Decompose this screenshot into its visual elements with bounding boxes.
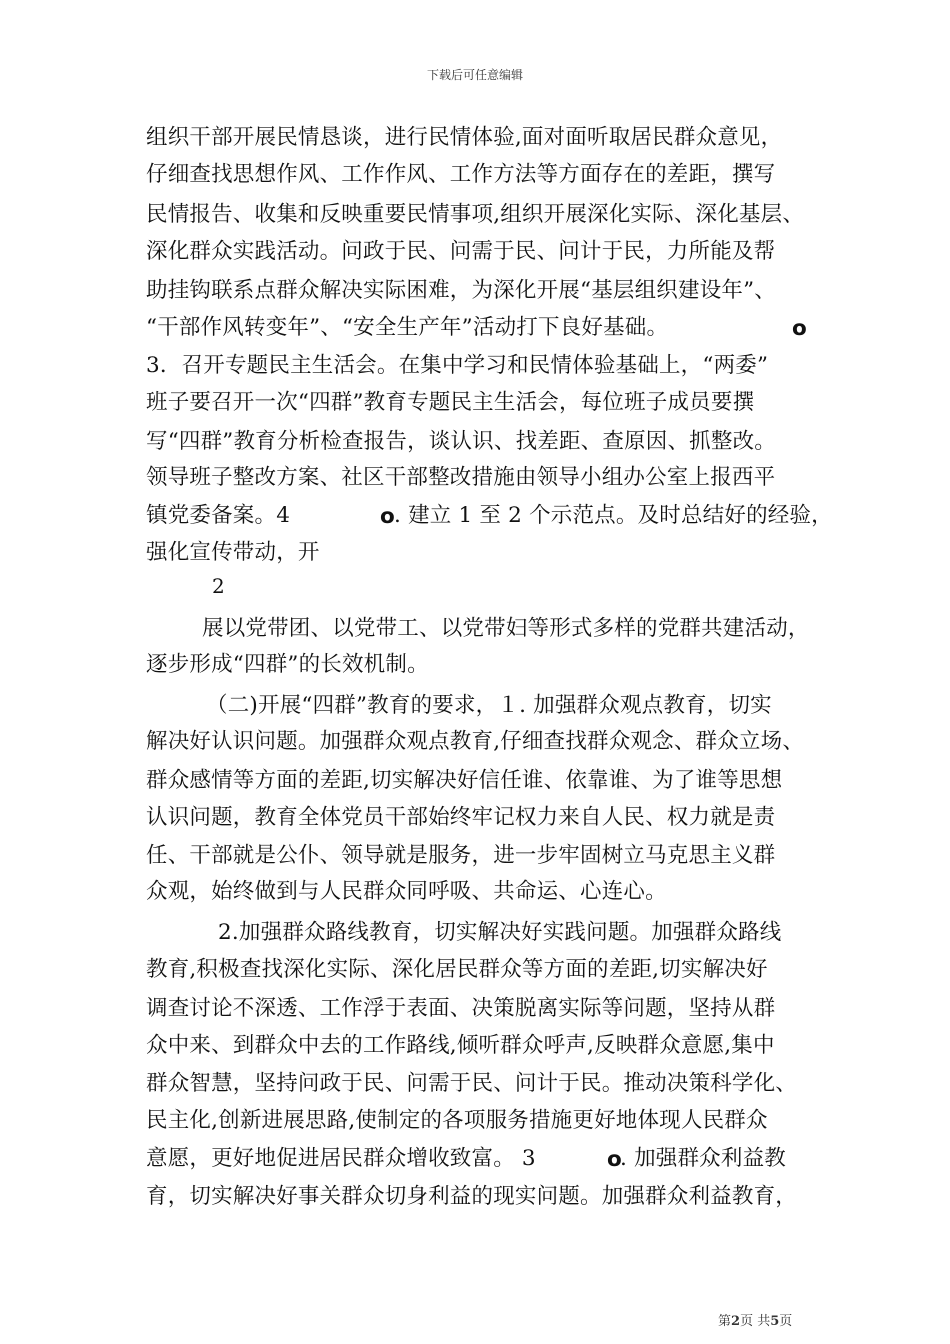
text-line: 班子要召开一次“四群”教育专题民主生活会，每位班子成员要撰 [146, 390, 755, 415]
text-line: 写“四群”教育分析检查报告，谈认识、找差距、查原因、抓整改。 [146, 429, 776, 454]
footer-middle: 页 共 [740, 1314, 771, 1329]
text-line: 解决好认识问题。加强群众观点教育,仔细查找群众观念、群众立场、 [146, 729, 805, 754]
text-line: 展以党带团、以党带工、以党带妇等形式多样的党群共建活动， [202, 616, 810, 641]
text-line: 逐步形成“四群”的长效机制。 [146, 652, 429, 677]
text-line: 意愿，更好地促进居民群众增收致富。 3 [146, 1146, 536, 1171]
stray-mark: o [607, 1147, 622, 1172]
text-line: . 加强群众利益教 [620, 1146, 786, 1171]
text-line: 群众智慧，坚持问政于民、问需于民、问计于民。推动决策科学化、 [146, 1071, 798, 1096]
text-line: 组织干部开展民情恳谈，进行民情体验,面对面听取居民群众意见， [146, 125, 783, 150]
text-line: 镇党委备案。4 [146, 503, 291, 528]
text-line: 教育,积极查找深化实际、深化居民群众等方面的差距,切实解决好 [146, 957, 768, 982]
page-footer [718, 1310, 792, 1329]
text-line: 助挂钩联系点群众解决实际困难，为深化开展“基层组织建设年”、 [146, 278, 776, 303]
text-line: 3．召开专题民主生活会。在集中学习和民情体验基础上，“两委” [146, 353, 769, 378]
text-line: 认识问题，教育全体党员干部始终牢记权力来自人民、权力就是责 [146, 805, 776, 830]
text-line: 育，切实解决好事关群众切身利益的现实问题。加强群众利益教育， [146, 1184, 798, 1209]
current-page: 2 [731, 1314, 741, 1329]
text-line: 众中来、到群众中去的工作路线,倾听群众呼声,反映群众意愿,集中 [146, 1033, 775, 1058]
text-line: 仔细查找思想作风、工作作风、工作方法等方面存在的差距，撰写 [146, 162, 776, 187]
stray-mark: o [792, 316, 807, 341]
text-line: 群众感情等方面的差距,切实解决好信任谁、依靠谁、为了谁等思想 [146, 768, 783, 793]
page-header: 下载后可任意编辑 [426, 68, 523, 82]
text-line: 众观，始终做到与人民群众同呼吸、共命运、心连心。 [146, 879, 667, 904]
text-line: 强化宣传带动，开 [146, 540, 320, 565]
text-line: 领导班子整改方案、社区干部整改措施由领导小组办公室上报西平 [146, 465, 776, 490]
page-number: 2 [212, 574, 225, 598]
footer-prefix: 第 [718, 1314, 732, 1329]
text-line: 民主化,创新进展思路,使制定的各项服务措施更好地体现人民群众 [146, 1108, 768, 1133]
text-line: 深化群众实践活动。问政于民、问需于民、问计于民，力所能及帮 [146, 239, 776, 264]
stray-mark: o [380, 504, 395, 529]
text-line: 2.加强群众路线教育，切实解决好实践问题。加强群众路线 [218, 920, 782, 945]
text-line: “干部作风转变年”、“安全生产年”活动打下良好基础。 [146, 315, 669, 340]
text-line: 民情报告、收集和反映重要民情事项,组织开展深化实际、深化基层、 [146, 202, 805, 227]
text-line: （二)开展“四群”教育的要求，１. 加强群众观点教育，切实 [206, 693, 772, 718]
total-pages: 5 [770, 1314, 780, 1329]
text-line: 调查讨论不深透、工作浮于表面、决策脱离实际等问题，坚持从群 [146, 996, 776, 1021]
text-line: 任、干部就是公仆、领导就是服务，进一步牢固树立马克思主义群 [146, 843, 776, 868]
text-line: . 建立 1 至 2 个示范点。及时总结好的经验， [394, 503, 833, 528]
footer-suffix: 页 [779, 1314, 793, 1329]
